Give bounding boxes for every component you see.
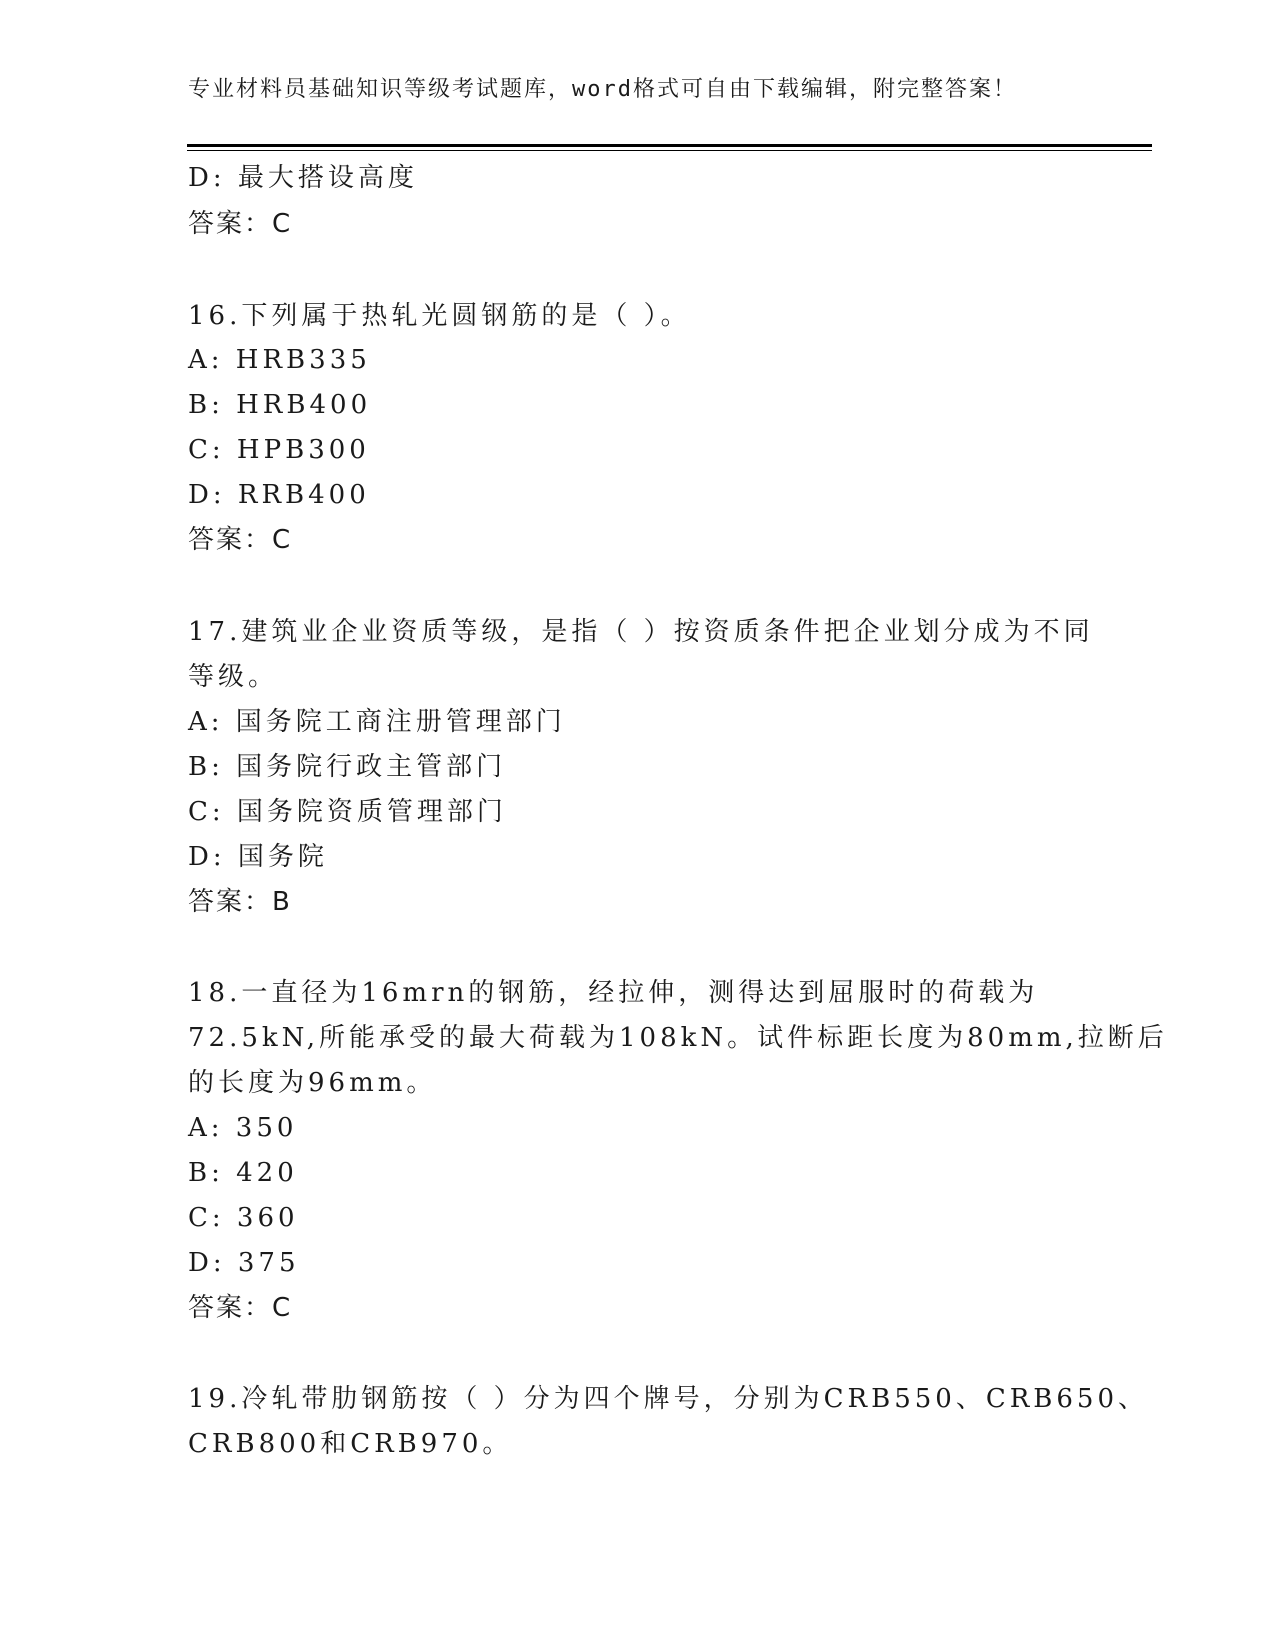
q16-option-d: D: RRB400 [188,480,370,510]
page-header-text: 专业材料员基础知识等级考试题库，word格式可自由下载编辑，附完整答案！ [188,77,1017,102]
q18-stem-line3: 的长度为96mm。 [188,1068,437,1098]
q16-option-b: B: HRB400 [188,390,372,420]
q18-option-b: B: 420 [188,1158,298,1188]
q17-option-b: B: 国务院行政主管部门 [188,752,507,782]
header-rule-thin [187,150,1152,151]
q18-option-d: D: 375 [188,1248,300,1278]
q17-stem-line2: 等级。 [188,662,279,692]
q17-option-a: A: 国务院工商注册管理部门 [188,707,566,737]
q16-stem: 16.下列属于热轧光圆钢筋的是（ ）。 [188,301,691,331]
header-rule-thick [187,144,1152,147]
q16-answer: 答案：C [188,525,293,555]
q19-stem-line1: 19.冷轧带肋钢筋按（ ）分为四个牌号，分别为CRB550、CRB650、 [188,1384,1149,1414]
q15-answer: 答案：C [188,209,293,239]
q18-option-c: C: 360 [188,1203,299,1233]
q19-stem-line2: CRB800和CRB970。 [188,1429,513,1459]
q18-option-a: A: 350 [188,1113,298,1143]
q17-answer: 答案：B [188,887,292,917]
q18-stem-line2: 72.5kN,所能承受的最大荷载为108kN。试件标距长度为80mm,拉断后 [188,1023,1168,1053]
q17-option-d: D: 国务院 [188,842,328,872]
q15-option-d: D: 最大搭设高度 [188,163,418,193]
q18-answer: 答案：C [188,1293,293,1323]
q16-option-a: A: HRB335 [188,345,371,375]
q17-option-c: C: 国务院资质管理部门 [188,797,507,827]
q17-stem-line1: 17.建筑业企业资质等级，是指（ ）按资质条件把企业划分成为不同 [188,617,1094,647]
q18-stem-line1: 18.一直径为16mrn的钢筋，经拉伸，测得达到屈服时的荷载为 [188,978,1039,1008]
q16-option-c: C: HPB300 [188,435,370,465]
